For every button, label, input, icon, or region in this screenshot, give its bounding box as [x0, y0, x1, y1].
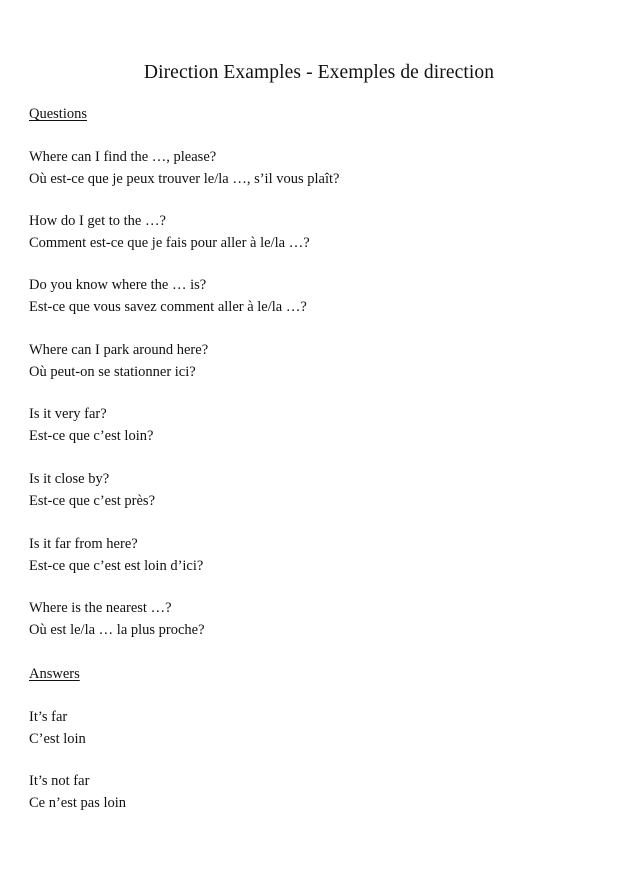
question-english: Is it very far? [29, 406, 107, 422]
answer-item [29, 707, 609, 750]
question-item [29, 147, 609, 190]
question-french: Où est le/la … la plus proche? [29, 621, 205, 638]
question-french: Est-ce que vous savez comment aller à le/la …? [29, 298, 307, 315]
question-french: Est-ce que c’est loin? [29, 427, 154, 444]
question-item [29, 598, 609, 641]
answer-french: Ce n’est pas loin [29, 794, 127, 811]
answers-heading: Answers [29, 666, 80, 682]
questions-heading: Questions [29, 106, 87, 122]
question-english: Do you know where the … is? [29, 277, 207, 293]
question-french: Est-ce que c’est près? [29, 492, 156, 509]
question-english: Where can I park around here? [29, 342, 209, 358]
question-item [29, 211, 609, 254]
question-item [29, 404, 609, 447]
question-item [29, 534, 609, 577]
question-english: Is it far from here? [29, 536, 138, 552]
question-item [29, 340, 609, 383]
question-french: Est-ce que c’est est loin d’ici? [29, 557, 204, 574]
question-french: Comment est-ce que je fais pour aller à le/la …? [29, 234, 310, 251]
question-english: Where can I find the …, please? [29, 149, 217, 165]
document-title: Direction Examples - Exemples de direction [143, 62, 495, 83]
answer-english: It’s far [29, 709, 68, 725]
question-english: Where is the nearest …? [29, 600, 172, 616]
answer-french: C’est loin [29, 730, 86, 747]
question-item [29, 275, 609, 318]
question-english: How do I get to the …? [29, 213, 166, 229]
answer-item [29, 771, 609, 814]
question-english: Is it close by? [29, 471, 110, 487]
question-item [29, 469, 609, 512]
answer-english: It’s not far [29, 773, 90, 789]
question-french: Où est-ce que je peux trouver le/la …, s’il vous plaît? [29, 170, 340, 187]
question-french: Où peut-on se stationner ici? [29, 363, 196, 380]
